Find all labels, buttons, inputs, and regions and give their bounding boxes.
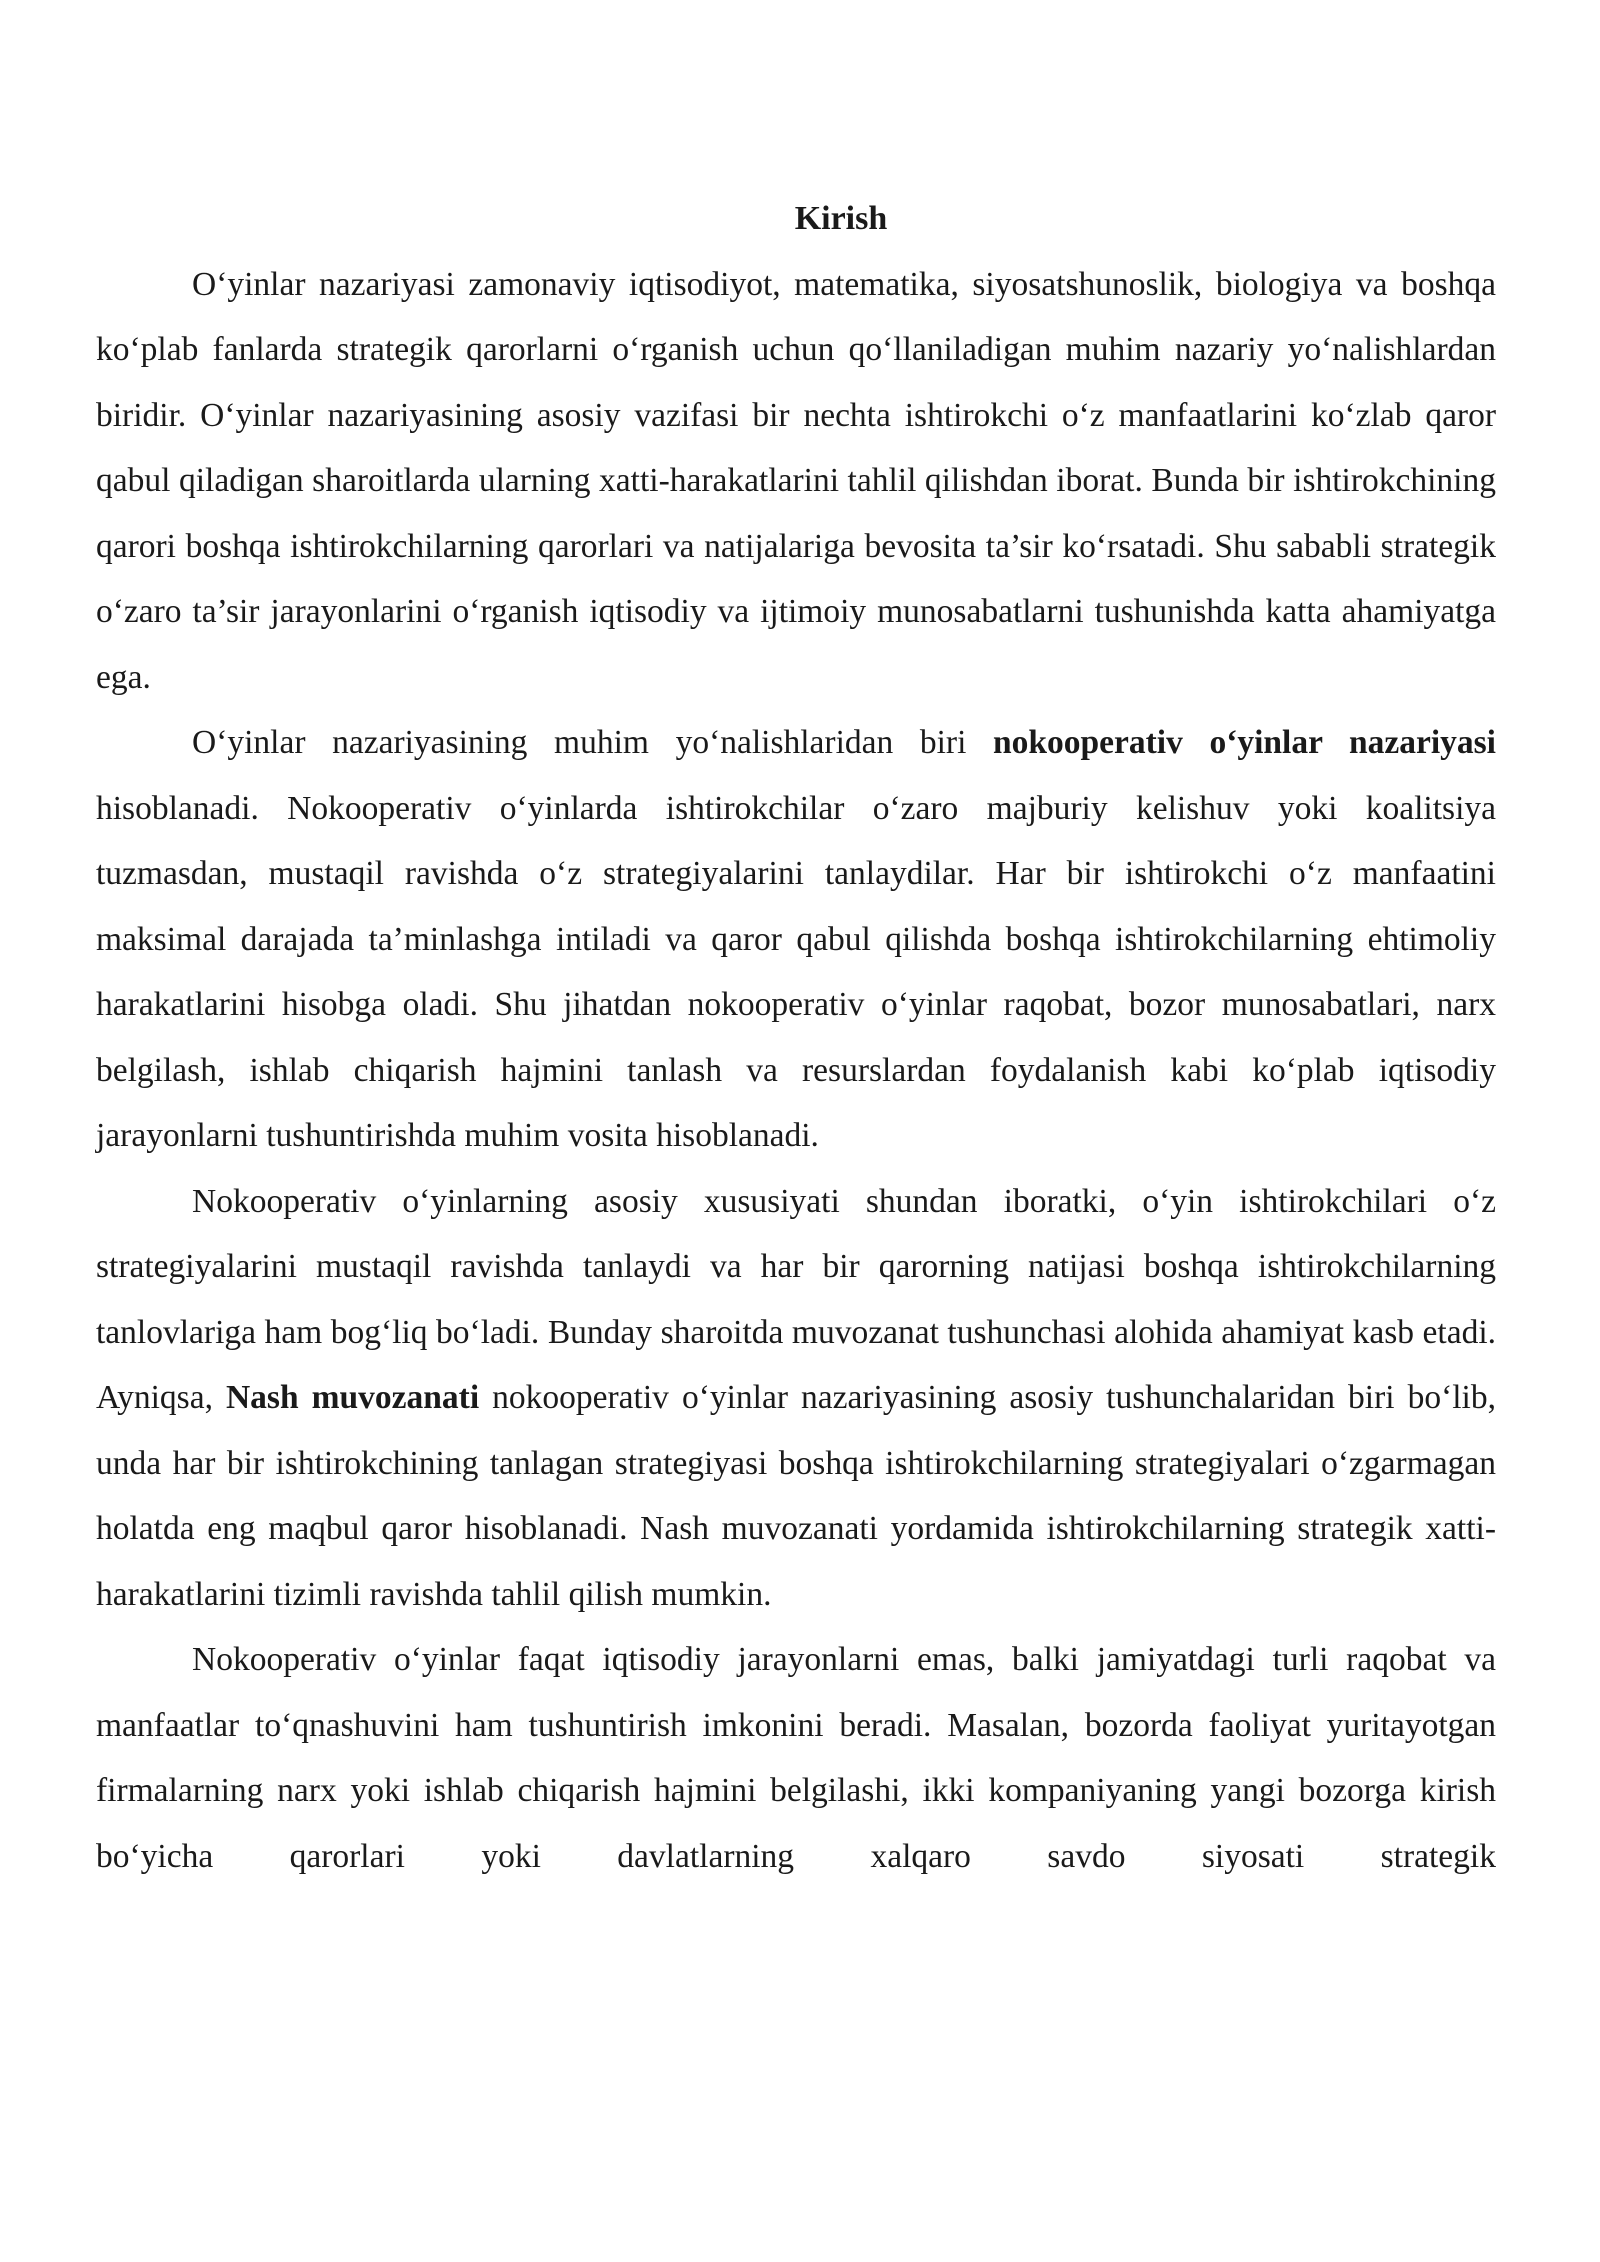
paragraph-text: Nokooperativ o‘yinlarning asosiy xususiyati shundan iboratki, o‘yin ishtirokchilari o‘z strategiyalarini mustaqil ravishda tanlaydi va har bir qarorning natijasi boshqa ishtirokchilarning tanlovlariga ham bog‘liq bo‘ladi. Bunday sharoitda muvozanat tushunchasi alohida ahamiyat kasb etadi. Ayniqsa, [96, 1182, 1496, 1416]
paragraph-text: O‘yinlar nazariyasi zamonaviy iqtisodiyot, matematika, siyosatshunoslik, biologiya va boshqa ko‘plab fanlarda strategik qarorlarni o‘rganish uchun qo‘llaniladigan muhim nazariy yo‘nalishlardan biridir. O‘yinlar nazariyasining asosiy vazifasi bir nechta ishtirokchi o‘z manfaatlarini ko‘zlab qaror qabul qiladigan sharoitlarda ularning xatti-harakatlarini tahlil qilishdan iborat. Bunda bir ishtirokchining qarori boshqa ishtirokchilarning qarorlari va natijalariga bevosita ta’sir ko‘rsatadi. Shu sababli strategik o‘zaro ta’sir jarayonlarini o‘rganish iqtisodiy va ijtimoiy munosabatlarni tushunishda katta ahamiyatga ega. [96, 265, 1496, 696]
paragraph-text: Nokooperativ o‘yinlar faqat iqtisodiy jarayonlarni emas, balki jamiyatdagi turli raqobat va manfaatlar to‘qnashuvini ham tushuntirish imkonini beradi. Masalan, bozorda faoliyat yuritayotgan firmalarning narx yoki ishlab chiqarish hajmini belgilashi, ikki kompaniyaning yangi bozorga kirish bo‘yicha qarorlari yoki davlatlarning xalqaro savdo siyosati strategik [96, 1641, 1496, 1875]
bold-term: Nash muvozanati [225, 1379, 480, 1416]
bold-term: nokooperativ o‘yinlar nazariyasi [993, 724, 1496, 761]
paragraph-text: O‘yinlar nazariyasining muhim yo‘nalishlaridan biri [192, 724, 993, 761]
section-title: Kirish [794, 200, 888, 237]
paragraph-4 [96, 1627, 1496, 1889]
paragraph-3 [96, 1169, 1496, 1628]
paragraph-2 [96, 710, 1496, 1169]
paragraph-text: nokooperativ o‘yinlar nazariyasining asosiy tushunchalaridan biri bo‘lib, unda har bir ishtirokchining tanlagan strategiyasi boshqa ishtirokchilarning strategiyalari o‘zgarmagan holatda eng maqbul qaror hisoblanadi. Nash muvozanati yordamida ishtirokchilarning strategik xatti-harakatlarini tizimli ravishda tahlil qilish mumkin. [96, 1379, 1496, 1613]
document-page [96, 186, 1496, 1889]
paragraph-text: hisoblanadi. Nokooperativ o‘yinlarda ishtirokchilar o‘zaro majburiy kelishuv yoki koalitsiya tuzmasdan, mustaqil ravishda o‘z strategiyalarini tanlaydilar. Har bir ishtirokchi o‘z manfaatini maksimal darajada ta’minlashga intiladi va qaror qabul qilishda boshqa ishtirokchilarning ehtimoliy harakatlarini hisobga oladi. Shu jihatdan nokooperativ o‘yinlar raqobat, bozor munosabatlari, narx belgilash, ishlab chiqarish hajmini tanlash va resurslardan foydalanish kabi ko‘plab iqtisodiy jarayonlarni tushuntirishda muhim vosita hisoblanadi. [96, 789, 1496, 1154]
paragraph-1 [96, 252, 1496, 711]
